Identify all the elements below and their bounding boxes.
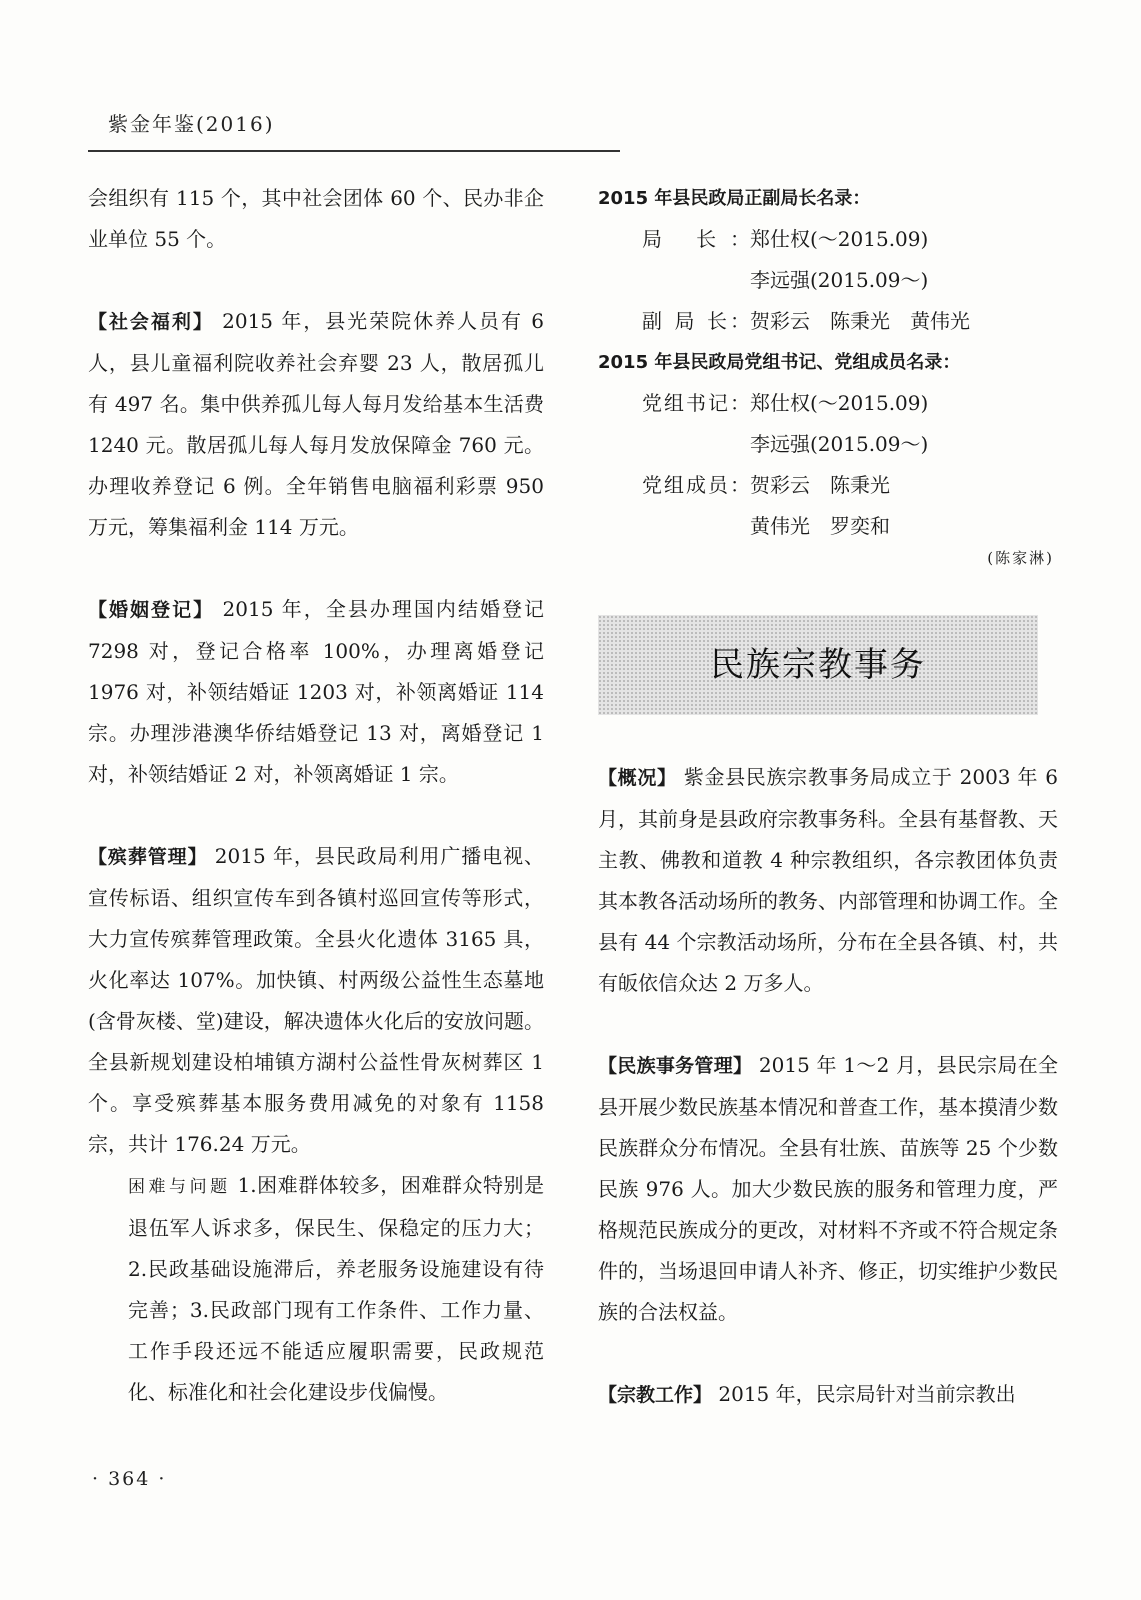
members-1: 贺彩云 陈秉光 [750,473,890,497]
members-row [598,465,1058,506]
header-rule [88,150,620,152]
page-number: · 364 · [92,1468,167,1490]
marriage-text: 2015 年，全县办理国内结婚登记 7298 对，登记合格率 100%，办理离婚登记 1976 对，补领结婚证 1203 对，补领离婚证 114 宗。办理涉港澳华侨结婚登记 13 对，离婚登记 1 对，补领结婚证 2 对，补领离婚证 1 宗。 [88,597,544,786]
intro-paragraph: 会组织有 115 个，其中社会团体 60 个、民办非企业单位 55 个。 [88,186,544,251]
director-1: 郑仕权(～2015.09) [750,227,929,251]
secretary-1: 郑仕权(～2015.09) [750,391,929,415]
secretary-2: 李远强(2015.09～) [750,432,929,456]
ethnic-heading: 【民族事务管理】 [598,1055,753,1077]
director-row [598,219,1058,260]
overview-paragraph [598,757,1058,1004]
secretary-label: 党组书记： [642,391,750,415]
members-label: 党组成员： [642,473,750,497]
director-list-title: 2015 年县民政局正副局长名录： [598,188,871,209]
deputy-names: 贺彩云 陈秉光 黄伟光 [750,309,970,333]
marriage-paragraph [88,589,544,795]
religion-heading: 【宗教工作】 [598,1384,713,1406]
religion-text: 2015 年，民宗局针对当前宗教出 [718,1382,1016,1406]
deputy-row [598,301,1058,342]
funeral-paragraph [88,836,544,1165]
party-list-title: 2015 年县民政局党组书记、党组成员名录： [598,352,961,373]
right-column [598,178,1058,1416]
welfare-text: 2015 年，县光荣院休养人员有 6 人，县儿童福利院收养社会弃婴 23 人，散居孤儿有 497 名。集中供养孤儿每人每月发给基本生活费 1240 元。散居孤儿每人每月发放保障金 760 元。办理收养登记 6 例。全年销售电脑福利彩票 950 万元，筹集福利金 114 万元。 [88,309,544,539]
director-2: 李远强(2015.09～) [750,268,929,292]
deputy-label: 副 局 长： [642,309,750,333]
ethnic-text: 2015 年 1～2 月，县民宗局在全县开展少数民族基本情况和普查工作，基本摸清少数民族群众分布情况。全县有壮族、苗族等 25 个少数民族 976 人。加大少数民族的服务和管理力度，严格规范民族成分的更改，对材料不齐或不符合规定条件的，当场退回申请人补齐、修正，切实维护少数民族的合法权益。 [598,1053,1058,1324]
overview-heading: 【概况】 [598,767,677,789]
author-byline: (陈家淋) [987,549,1054,567]
left-column [88,178,544,1413]
members-2: 黄伟光 罗奕和 [750,514,890,538]
overview-text: 紫金县民族宗教事务局成立于 2003 年 6 月，其前身是县政府宗教事务科。全县有基督教、天主教、佛教和道教 4 种宗教组织，各宗教团体负责其本教各活动场所的教务、内部管理和协调工作。全县有 44 个宗教活动场所，分布在全县各镇、村，共有皈依信众达 2 万多人。 [598,765,1058,995]
running-head: 紫金年鉴(2016) [108,112,275,136]
problems-text: 1.困难群体较多，困难群众特别是退伍军人诉求多，保民生、保稳定的压力大；2.民政基础设施滞后，养老服务设施建设有待完善；3.民政部门现有工作条件、工作力量、工作手段还远不能适应履职需要，民政规范化、标准化和社会化建设步伐偏慢。 [128,1173,544,1404]
director-label: 局 长： [642,227,750,251]
welfare-heading: 【社会福利】 [88,311,214,333]
section-banner [598,615,1038,715]
marriage-heading: 【婚姻登记】 [88,599,215,621]
section-title: 民族宗教事务 [710,644,926,685]
ethnic-paragraph [598,1045,1058,1333]
secretary-row [598,383,1058,424]
welfare-paragraph [88,301,544,548]
funeral-text: 2015 年，县民政局利用广播电视、宣传标语、组织宣传车到各镇村巡回宣传等形式，大力宣传殡葬管理政策。全县火化遗体 3165 具，火化率达 107%。加快镇、村两级公益性生态墓地(含骨灰楼、堂)建设，解决遗体火化后的安放问题。全县新规划建设柏埔镇方湖村公益性骨灰树葬区 1 个。享受殡葬基本服务费用减免的对象有 1158 宗，共计 176.24 万元。 [88,844,544,1156]
funeral-heading: 【殡葬管理】 [88,846,208,868]
religion-paragraph [598,1374,1058,1416]
problems-paragraph [88,1165,544,1413]
problems-label: 困难与问题 [128,1177,231,1197]
